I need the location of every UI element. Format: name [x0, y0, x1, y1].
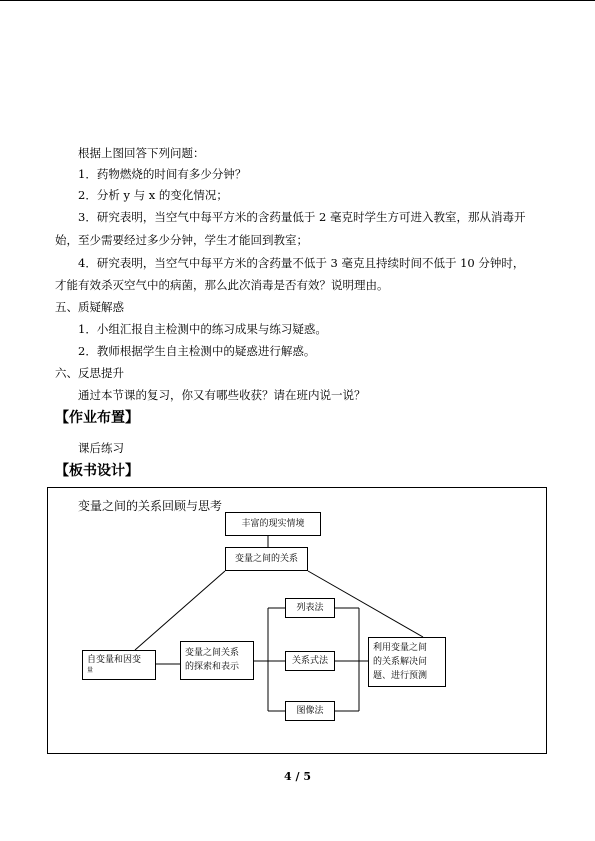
box-independent-dependent [82, 650, 156, 680]
section-5-item-1: 1．小组汇报自主检测中的练习成果与练习疑惑。 [78, 322, 327, 336]
box-table-method [285, 598, 335, 618]
section-6-text: 通过本节课的复习，你又有哪些收获？请在班内说一说？ [78, 388, 366, 402]
box-independent-dependent-line-1: 自变量和因变 [87, 655, 142, 665]
header-rule [0, 0, 595, 1]
box-graph-method [285, 701, 335, 721]
homework-heading: 【作业布置】 [55, 410, 139, 426]
section-5-title: 五、质疑解惑 [55, 300, 124, 314]
page-number: 4 / 5 [284, 770, 311, 783]
box-apply-predict [368, 637, 446, 687]
question-2: 2．分析 y 与 x 的变化情况； [78, 188, 228, 202]
question-4-line-2: 才能有效杀灭空气中的病菌，那么此次消毒是否有效？说明理由。 [55, 278, 389, 292]
box-independent-dependent-line-2: 量 [87, 667, 94, 674]
box-apply-predict-line-3: 题、进行预测 [373, 671, 428, 681]
question-4-line-1: 4．研究表明，当空气中每平方米的含药量不低于 3 毫克且持续时间不低于 10 分钟时， [78, 256, 525, 270]
board-title: 变量之间的关系回顾与思考 [78, 499, 223, 513]
box-apply-predict-line-2: 的关系解决问 [373, 657, 428, 667]
box-formula-method-label: 关系式法 [291, 656, 328, 666]
question-3-line-2: 始，至少需要经过多少分钟，学生才能回到教室； [55, 233, 308, 247]
section-6-title: 六、反思提升 [55, 366, 124, 380]
board-heading: 【板书设计】 [55, 463, 139, 479]
box-table-method-label: 列表法 [296, 603, 324, 613]
box-variable-relations-label: 变量之间的关系 [234, 554, 298, 564]
questions-intro: 根据上图回答下列问题： [78, 146, 205, 160]
box-explore-represent-line-1: 变量之间关系 [185, 648, 240, 658]
board-design-frame [47, 487, 547, 754]
box-explore-represent [180, 641, 254, 680]
box-graph-method-label: 图像法 [296, 706, 324, 716]
box-apply-predict-line-1: 利用变量之间 [373, 643, 428, 653]
question-3-line-1: 3．研究表明，当空气中每平方米的含药量低于 2 毫克时学生方可进入教室，那从消毒开 [78, 210, 526, 224]
box-explore-represent-line-2: 的探索和表示 [185, 662, 240, 672]
box-real-situation-label: 丰富的现实情境 [241, 519, 305, 529]
homework-text: 课后练习 [78, 441, 124, 455]
section-5-item-2: 2．教师根据学生自主检测中的疑惑进行解惑。 [78, 344, 316, 358]
box-formula-method [285, 651, 335, 671]
question-1: 1．药物燃烧的时间有多少分钟？ [78, 167, 247, 181]
box-variable-relations [225, 547, 308, 571]
box-real-situation [225, 512, 321, 536]
